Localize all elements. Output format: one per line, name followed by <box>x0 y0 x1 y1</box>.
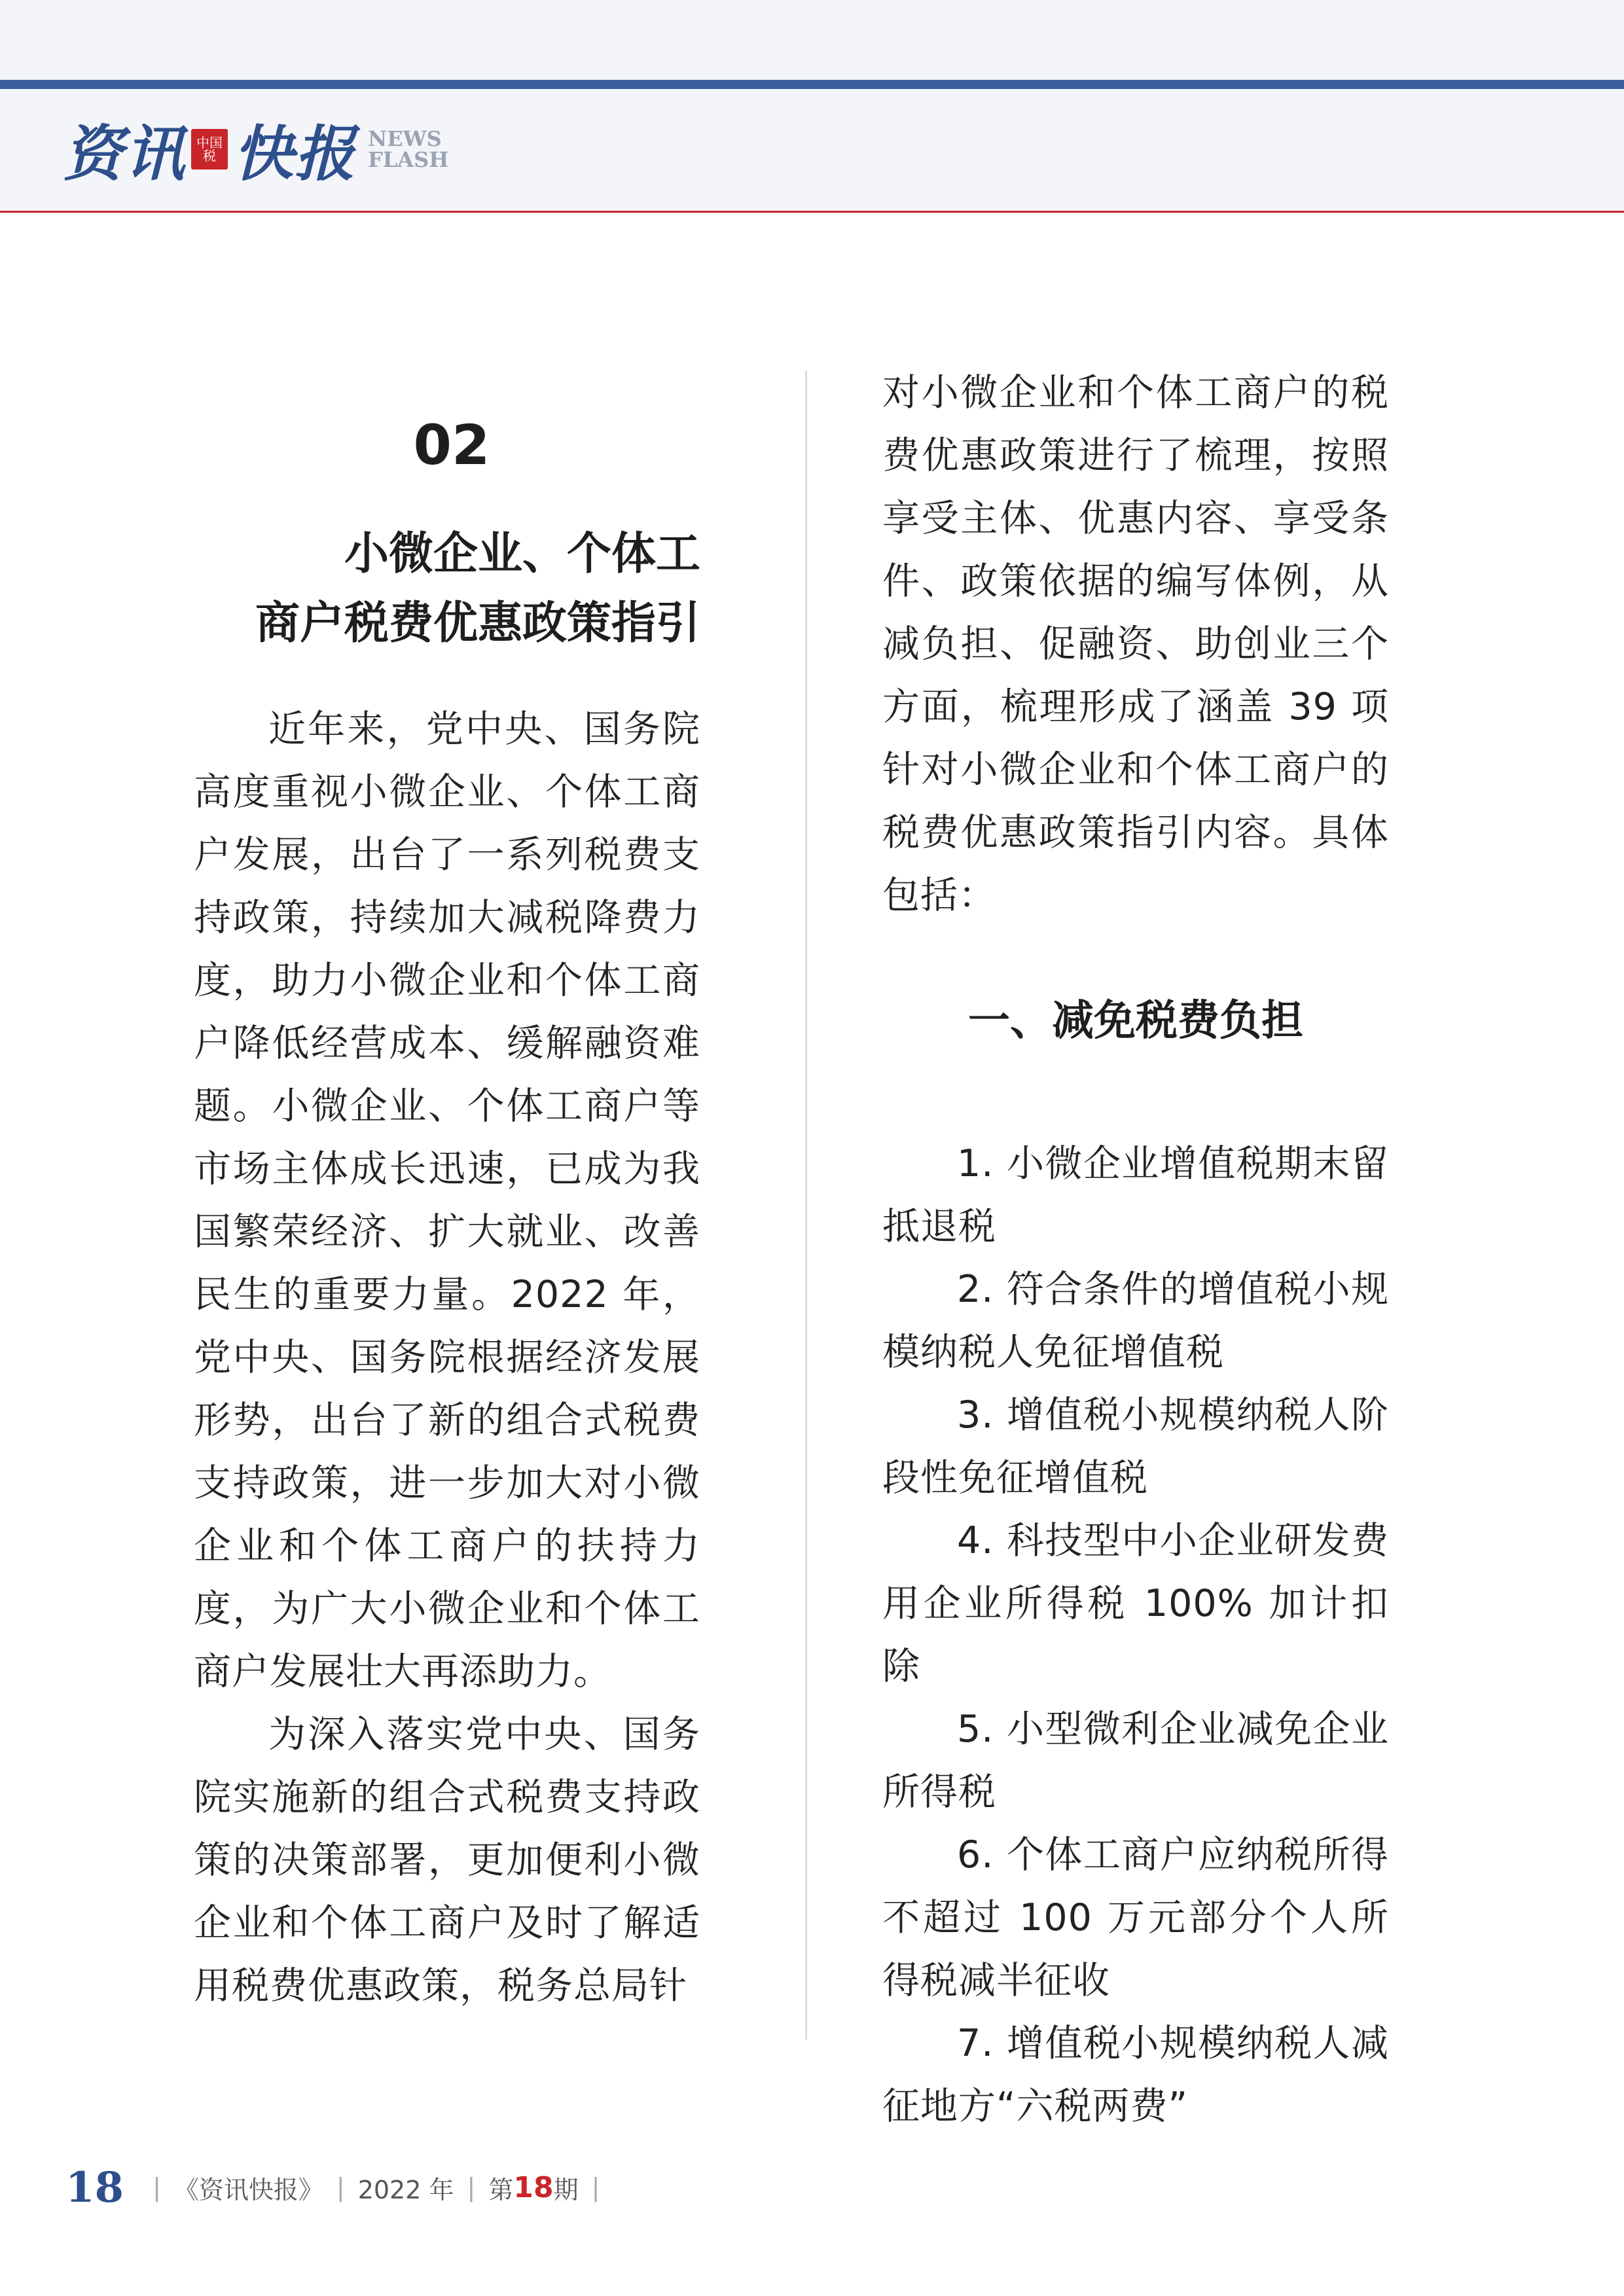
body-paragraph-continued: 对小微企业和个体工商户的税费优惠政策进行了梳理，按照享受主体、优惠内容、享受条件、政策依据的编写体例，从减负担、促融资、助创业三个方面，梳理形成了涵盖 39 项针对小微企业和个体工商户的税费优惠政策指引内容。具体包括： <box>882 371 1389 917</box>
header-top-rule <box>0 80 1624 89</box>
masthead-title-right: 快报 <box>233 118 357 189</box>
footer-issue-suffix: 期 <box>553 2175 579 2204</box>
body-paragraph: 为深入落实党中央、国务院实施新的组合式税费支持政策的决策部署，更加便利小微企业和个体工商户及时了解适用税费优惠政策，税务总局针 <box>194 1713 700 2007</box>
header-bottom-rule <box>0 211 1624 213</box>
section-title-line2: 商户税费优惠政策指引 <box>255 598 700 649</box>
masthead-english-line2: FLASH <box>368 147 449 172</box>
section-title-line1: 小微企业、个体工 <box>344 528 700 580</box>
column-divider <box>805 370 807 2039</box>
list-item: 5. 小型微利企业减免企业所得税 <box>882 1708 1389 1814</box>
masthead-title-left: 资讯 <box>63 118 187 189</box>
masthead-logo <box>63 110 448 188</box>
list-item: 6. 个体工商户应纳税所得不超过 100 万元部分个人所得税减半征收 <box>882 1833 1389 2002</box>
masthead-english <box>368 128 448 170</box>
masthead-english-line1: NEWS <box>368 126 442 151</box>
masthead-seal-icon: 中国税 <box>191 129 228 170</box>
body-paragraph: 近年来，党中央、国务院高度重视小微企业、个体工商户发展，出台了一系列税费支持政策，持续加大减税降费力度，助力小微企业和个体工商户降低经营成本、缓解融资难题。小微企业、个体工商户等市场主体成长迅速，已成为我国繁荣经济、扩大就业、改善民生的重要力量。2022 年，党中央、国务院根据经济发展形势，出台了新的组合式税费支持政策，进一步加大对小微企业和个体工商户的扶持力度，为广大小微企业和个体工商户发展壮大再添助力。 <box>194 708 700 1693</box>
subheading: 一、减免税费负担 <box>968 997 1303 1045</box>
footer-issue-number: 18 <box>513 2170 554 2204</box>
list-item: 4. 科技型中小企业研发费用企业所得税 100% 加计扣除 <box>882 1519 1389 1688</box>
footer-separator: | <box>591 2173 600 2202</box>
left-column <box>194 406 700 2017</box>
list-item: 3. 增值税小规模纳税人阶段性免征增值税 <box>882 1393 1389 1499</box>
list-item: 7. 增值税小规模纳税人减征地方“六税两费” <box>882 2022 1389 2128</box>
page-number: 18 <box>65 2162 124 2212</box>
footer-separator: | <box>467 2173 476 2202</box>
footer-year: 2022 年 <box>357 2175 454 2204</box>
footer-publication: 《资讯快报》 <box>173 2175 323 2204</box>
footer-issue-prefix: 第 <box>488 2175 514 2204</box>
list-item: 1. 小微企业增值税期末留抵退税 <box>882 1142 1389 1248</box>
footer-separator: | <box>153 2173 161 2202</box>
section-number: 02 <box>413 413 490 477</box>
footer-separator: | <box>336 2173 345 2202</box>
page-footer <box>65 2160 613 2215</box>
list-item: 2. 符合条件的增值税小规模纳税人免征增值税 <box>882 1268 1389 1374</box>
section-title <box>194 520 700 658</box>
right-column <box>882 361 1389 2138</box>
